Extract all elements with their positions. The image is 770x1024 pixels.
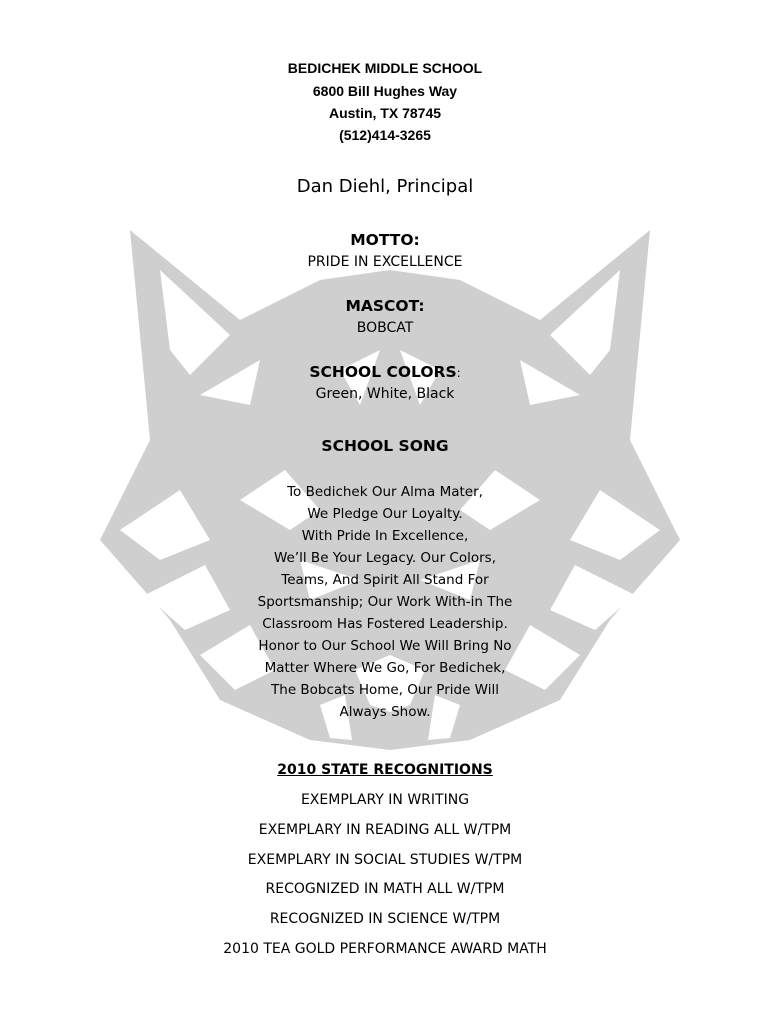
- song-line: Teams, And Spirit All Stand For: [281, 572, 489, 588]
- song-line: Sportsmanship; Our Work With-in The: [257, 594, 513, 610]
- mascot-label: MASCOT:: [345, 297, 425, 315]
- song-line: Matter Where We Go, For Bedichek,: [264, 660, 506, 676]
- recognitions-title: 2010 STATE RECOGNITIONS: [277, 762, 493, 778]
- recognition-item: RECOGNIZED IN SCIENCE W/TPM: [269, 911, 501, 927]
- song-line: Classroom Has Fostered Leadership.: [262, 616, 508, 632]
- principal-name: Dan Diehl, Principal: [296, 176, 474, 197]
- recognition-item: EXEMPLARY IN READING ALL W/TPM: [258, 822, 512, 838]
- song-line: We’ll Be Your Legacy. Our Colors,: [273, 550, 496, 566]
- song-line: Honor to Our School We Will Bring No: [258, 638, 512, 654]
- song-line: To Bedichek Our Alma Mater,: [287, 484, 483, 500]
- recognition-item: EXEMPLARY IN WRITING: [300, 792, 470, 808]
- motto-label: MOTTO:: [350, 231, 420, 249]
- colors-colon: :: [456, 366, 461, 380]
- school-street: 6800 Bill Hughes Way: [312, 83, 458, 99]
- school-name: BEDICHEK MIDDLE SCHOOL: [287, 60, 483, 76]
- song-line: With Pride In Excellence,: [301, 528, 469, 544]
- colors-label: SCHOOL COLORS: [309, 363, 457, 381]
- song-line: We Pledge Our Loyalty.: [307, 506, 463, 522]
- colors-value: Green, White, Black: [315, 386, 455, 402]
- recognition-item: RECOGNIZED IN MATH ALL W/TPM: [265, 881, 505, 897]
- school-phone: (512)414-3265: [339, 127, 431, 143]
- mascot-value: BOBCAT: [356, 320, 414, 336]
- song-line: Always Show.: [339, 704, 431, 720]
- song-lyrics: [0, 481, 770, 723]
- recognition-item: 2010 TEA GOLD PERFORMANCE AWARD MATH: [223, 941, 547, 957]
- motto-value: PRIDE IN EXCELLENCE: [307, 254, 463, 270]
- colors-heading: [0, 363, 770, 381]
- school-city: Austin, TX 78745: [328, 105, 442, 121]
- song-line: The Bobcats Home, Our Pride Will: [271, 682, 499, 698]
- song-title: SCHOOL SONG: [321, 437, 449, 455]
- recognition-item: EXEMPLARY IN SOCIAL STUDIES W/TPM: [247, 852, 523, 868]
